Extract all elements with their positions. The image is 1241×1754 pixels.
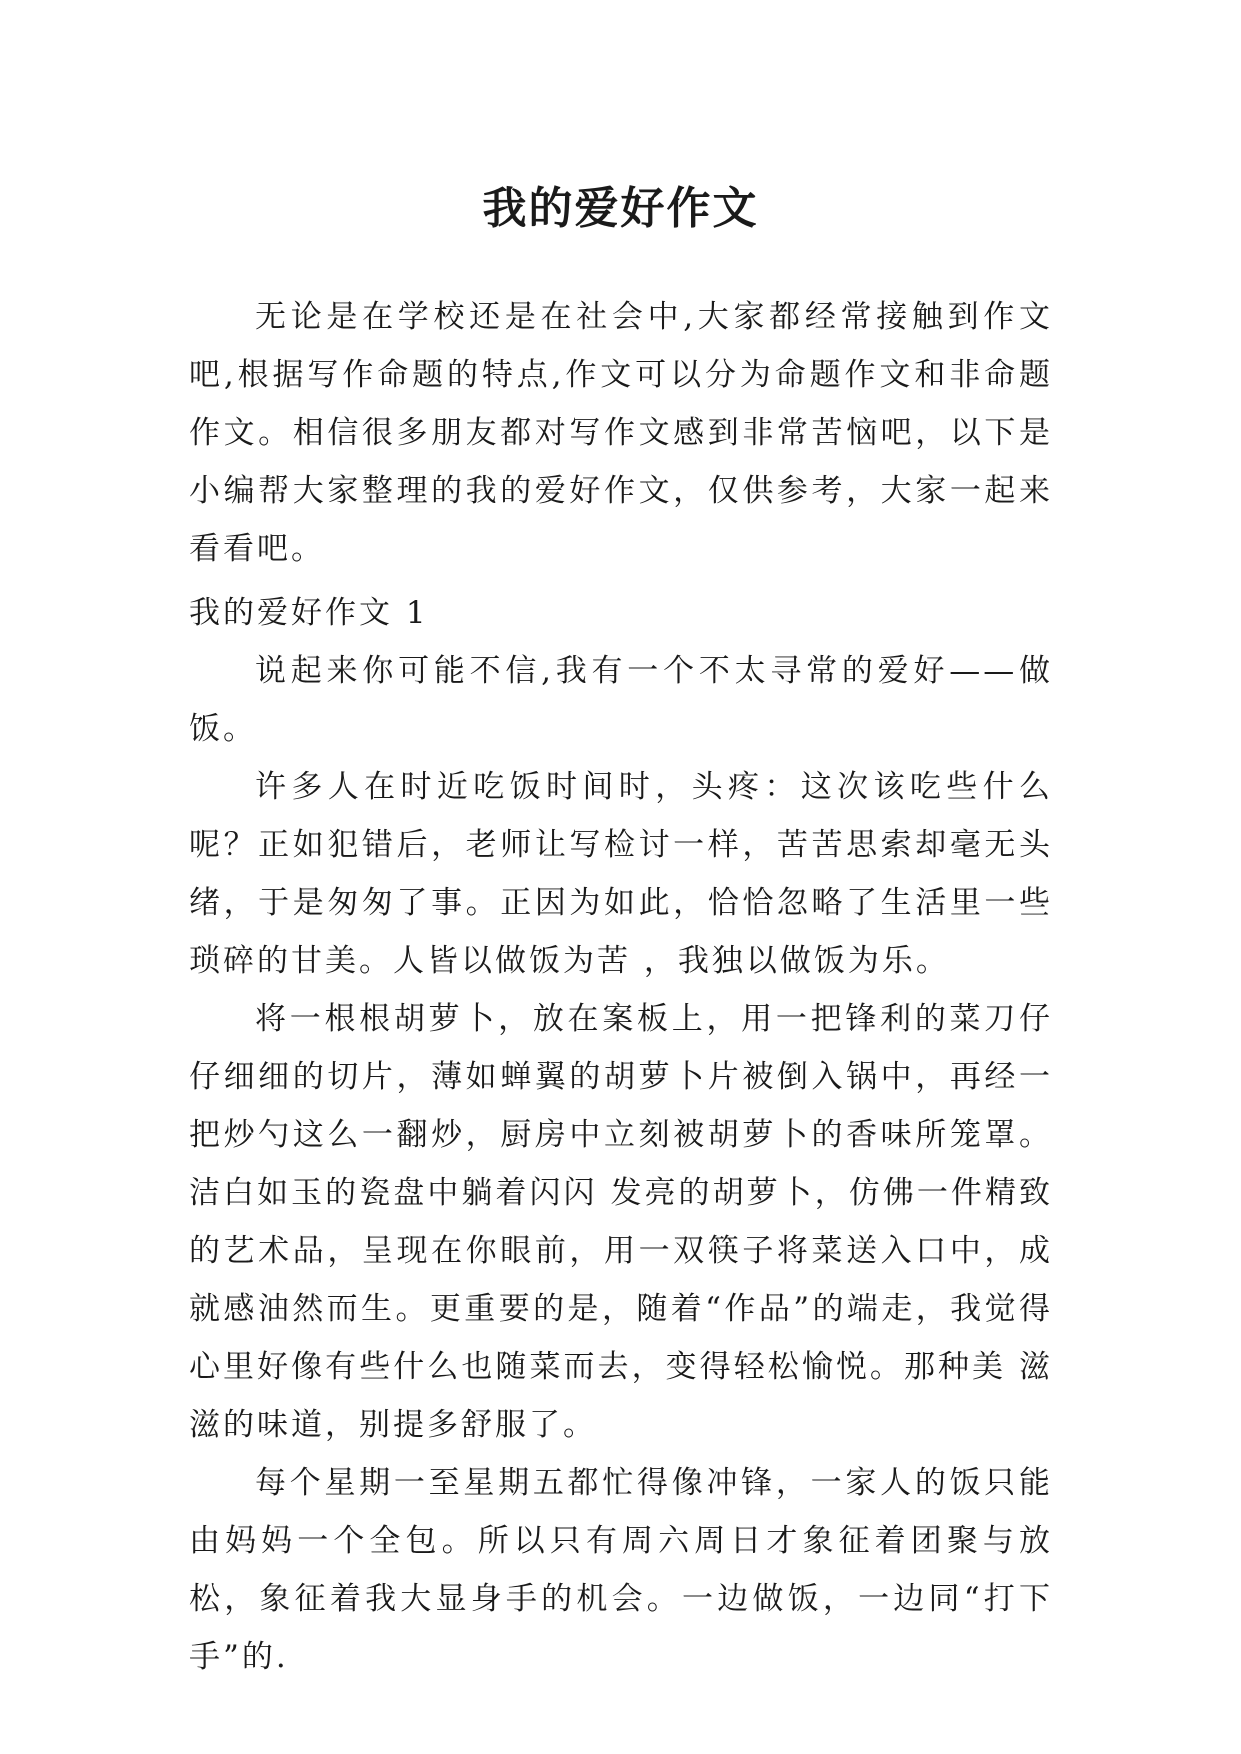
intro-block bbox=[189, 288, 1053, 578]
essay-section bbox=[189, 584, 1053, 1686]
section-heading: 我的爱好作文 1 bbox=[189, 595, 429, 631]
document-title: 我的爱好作文 bbox=[482, 183, 759, 235]
body-paragraph: 将一根根胡萝卜，放在案板上，用一把锋利的菜刀仔仔细细的切片，薄如蝉翼的胡萝卜片被倒入锅中，再经一把炒勺这么一翻炒，厨房中立刻被胡萝卜的香味所笼罩。洁白如玉的瓷盘中躺着闪闪 发亮的胡萝卜，仿佛一件精致的艺术品，呈现在你眼前，用一双筷子将菜送入口中，成就感油然而生。更重要的是，随着“作品”的端走，我觉得心里好像有些什么也随菜而去，变得轻松愉悦。那种美 滋滋的味道，别提多舒服了。 bbox=[189, 1001, 1053, 1443]
body-paragraph: 说起来你可能不信,我有一个不太寻常的爱好——做饭。 bbox=[189, 653, 1053, 747]
body-paragraph: 许多人在时近吃饭时间时，头疼：这次该吃些什么呢？正如犯错后，老师让写检讨一样，苦苦思索却毫无头绪，于是匆匆了事。正因为如此，恰恰忽略了生活里一些琐碎的甘美。人皆以做饭为苦 ，我独以做饭为乐。 bbox=[189, 769, 1053, 979]
body-paragraph: 每个星期一至星期五都忙得像冲锋，一家人的饭只能由妈妈一个全包。所以只有周六周日才象征着团聚与放松，象征着我大显身手的机会。一边做饭，一边同“打下手”的. bbox=[189, 1465, 1053, 1675]
intro-paragraph: 无论是在学校还是在社会中,大家都经常接触到作文吧,根据写作命题的特点,作文可以分为命题作文和非命题作文。相信很多朋友都对写作文感到非常苦恼吧，以下是小编帮大家整理的我的爱好作文，仅供参考，大家一起来看看吧。 bbox=[189, 299, 1053, 567]
